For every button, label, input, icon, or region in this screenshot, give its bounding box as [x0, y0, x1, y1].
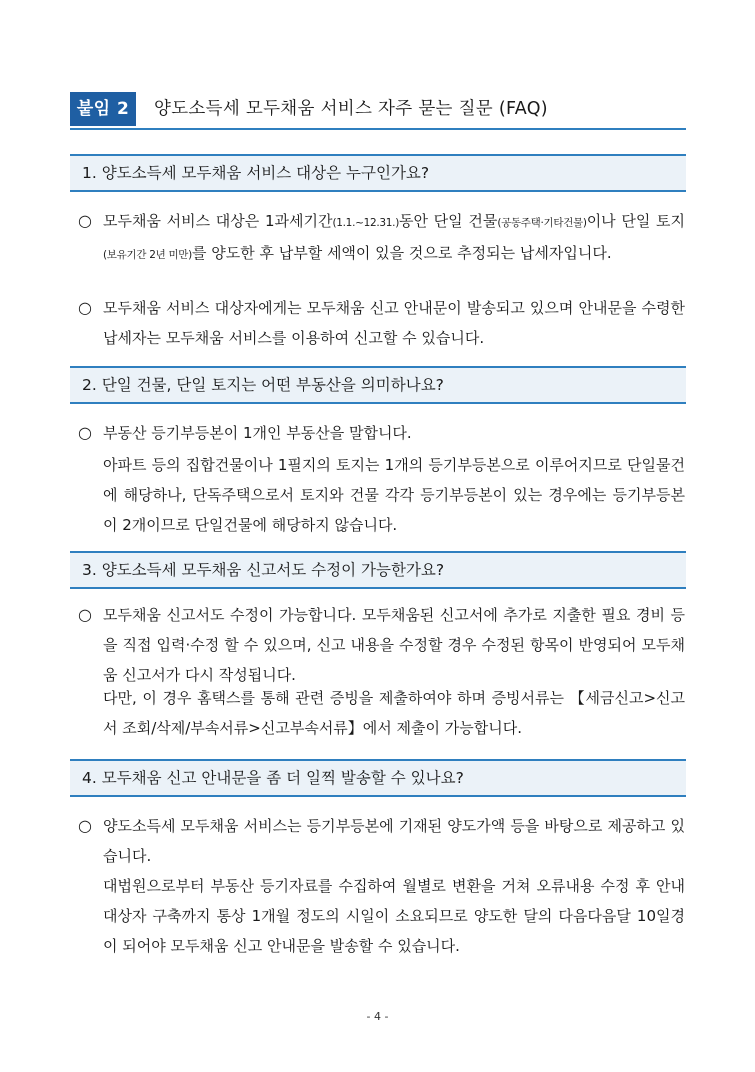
- question-3-title: 3. 양도소득세 모두채움 신고서도 수정이 가능한가요?: [70, 551, 686, 589]
- answer-1-paragraph-2: 모두채움 서비스 대상자에게는 모두채움 신고 안내문이 발송되고 있으며 안내문을 수령한 납세자는 모두채움 서비스를 이용하여 신고할 수 있습니다.: [103, 299, 685, 347]
- page-number: - 4 -: [366, 1010, 389, 1023]
- answer-4-paragraph-1: 양도소득세 모두채움 서비스는 등기부등본에 기재된 양도가액 등을 바탕으로 제공하고 있습니다.: [103, 817, 685, 865]
- bullet-icon: ○: [78, 211, 92, 230]
- answer-2-paragraph-2: 아파트 등의 집합건물이나 1필지의 토지는 1개의 등기부등본으로 이루어지므로 단일물건에 해당하나, 단독주택으로서 토지와 건물 각각 등기부등본이 있는 경우에는 등기부등본이 2개이므로 단일건물에 해당하지 않습니다.: [103, 456, 685, 534]
- answer-2-paragraph-1: 부동산 등기부등본이 1개인 부동산을 말합니다.: [103, 424, 412, 442]
- answer-1-paragraph-1: 모두채움 서비스 대상은 1과세기간(1.1.~12.31.)동안 단일 건물(공동주택·기타건물)이나 단일 토지(보유기간 2년 미만)를 양도한 후 납부할 세액이 있을 것으로 추정되는 납세자입니다.: [103, 212, 685, 262]
- question-4-title: 4. 모두채움 신고 안내문을 좀 더 일찍 발송할 수 있나요?: [70, 759, 686, 797]
- answer-4-paragraph-2: 대법원으로부터 부동산 등기자료를 수집하여 월별로 변환을 거쳐 오류내용 수정 후 안내 대상자 구축까지 통상 1개월 정도의 시일이 소요되므로 양도한 달의 다음다음달 10일경이 되어야 모두채움 신고 안내문을 발송할 수 있습니다.: [103, 877, 685, 955]
- question-1-title: 1. 양도소득세 모두채움 서비스 대상은 누구인가요?: [70, 154, 686, 192]
- bullet-icon: ○: [78, 816, 92, 835]
- answer-3-paragraph-2: 다만, 이 경우 홈택스를 통해 관련 증빙을 제출하여야 하며 증빙서류는 【세금신고>신고서 조회/삭제/부속서류>신고부속서류】에서 제출이 가능합니다.: [103, 689, 685, 737]
- section-header: [70, 90, 686, 130]
- page-title: 양도소득세 모두채움 서비스 자주 묻는 질문 (FAQ): [154, 99, 548, 119]
- attachment-badge: 붙임 2: [70, 92, 136, 126]
- answer-3-paragraph-1: 모두채움 신고서도 수정이 가능합니다. 모두채움된 신고서에 추가로 지출한 필요 경비 등을 직접 입력·수정 할 수 있으며, 신고 내용을 수정할 경우 수정된 항목이 반영되어 모두채움 신고서가 다시 작성됩니다.: [103, 606, 685, 684]
- bullet-icon: ○: [78, 605, 92, 624]
- bullet-icon: ○: [78, 298, 92, 317]
- bullet-icon: ○: [78, 423, 92, 442]
- question-2-title: 2. 단일 건물, 단일 토지는 어떤 부동산을 의미하나요?: [70, 366, 686, 404]
